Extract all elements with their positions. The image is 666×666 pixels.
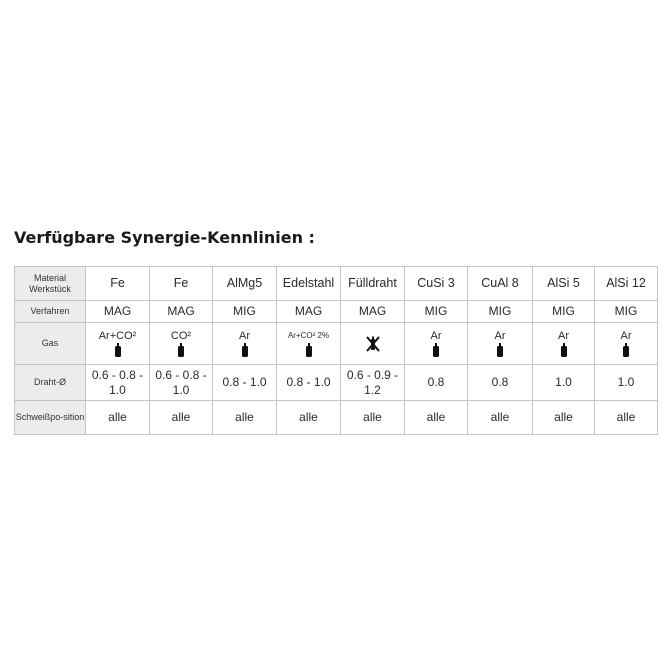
row-header-draht: Draht-Ø (15, 365, 86, 401)
row-header-gas: Gas (15, 323, 86, 365)
gas-label: Ar+CO² 2% (287, 331, 330, 340)
draht-cell: 0.8 (468, 365, 533, 401)
material-header: AlSi 12 (595, 267, 658, 301)
position-cell: alle (341, 401, 405, 435)
gas-cell (405, 323, 468, 365)
page-title: Verfügbare Synergie-Kennlinien : (14, 228, 315, 247)
verfahren-cell: MAG (277, 301, 341, 323)
gas-cell (533, 323, 595, 365)
gas-bottle-icon (433, 343, 439, 357)
row-header-position: Schweißpo-sition (15, 401, 86, 435)
gas-label: Ar (239, 330, 250, 342)
draht-cell: 0.8 - 1.0 (213, 365, 277, 401)
position-cell: alle (405, 401, 468, 435)
gas-cell (468, 323, 533, 365)
gas-label: Ar+CO² (98, 330, 137, 342)
material-header: AlSi 5 (533, 267, 595, 301)
gas-cell (150, 323, 213, 365)
gas-cell (277, 323, 341, 365)
verfahren-cell: MAG (341, 301, 405, 323)
gas-bottle-icon (623, 343, 629, 357)
gas-label: Ar (620, 330, 632, 342)
material-header: Fülldraht (341, 267, 405, 301)
no-gas-icon (365, 335, 381, 353)
gas-cell (595, 323, 658, 365)
draht-cell: 1.0 (595, 365, 658, 401)
gas-cell (341, 323, 405, 365)
draht-cell: 0.8 - 1.0 (277, 365, 341, 401)
material-header: AlMg5 (213, 267, 277, 301)
draht-cell: 0.8 (405, 365, 468, 401)
gas-bottle-icon (497, 343, 503, 357)
verfahren-cell: MIG (213, 301, 277, 323)
position-cell: alle (533, 401, 595, 435)
verfahren-cell: MIG (533, 301, 595, 323)
material-header: Fe (150, 267, 213, 301)
verfahren-cell: MIG (595, 301, 658, 323)
gas-bottle-icon (561, 343, 567, 357)
gas-bottle-icon (178, 343, 184, 357)
gas-cell (213, 323, 277, 365)
gas-label: Ar (430, 330, 442, 342)
position-cell: alle (86, 401, 150, 435)
gas-label: Ar (494, 330, 506, 342)
draht-cell: 0.6 - 0.9 - 1.2 (341, 365, 405, 401)
row-header-material: Material Werkstück (15, 267, 86, 301)
material-header: Edelstahl (277, 267, 341, 301)
draht-cell: 1.0 (533, 365, 595, 401)
material-header: Fe (86, 267, 150, 301)
verfahren-cell: MIG (468, 301, 533, 323)
gas-bottle-icon (115, 343, 121, 357)
position-cell: alle (213, 401, 277, 435)
verfahren-cell: MIG (405, 301, 468, 323)
gas-bottle-icon (306, 343, 312, 357)
gas-bottle-icon (242, 343, 248, 357)
position-cell: alle (595, 401, 658, 435)
gas-label: Ar (558, 330, 569, 342)
verfahren-cell: MAG (86, 301, 150, 323)
draht-cell: 0.6 - 0.8 - 1.0 (86, 365, 150, 401)
gas-cell (86, 323, 150, 365)
material-header: CuSi 3 (405, 267, 468, 301)
verfahren-cell: MAG (150, 301, 213, 323)
position-cell: alle (277, 401, 341, 435)
synergy-table (14, 266, 658, 435)
draht-cell: 0.6 - 0.8 - 1.0 (150, 365, 213, 401)
position-cell: alle (150, 401, 213, 435)
material-header: CuAl 8 (468, 267, 533, 301)
position-cell: alle (468, 401, 533, 435)
gas-label: CO² (170, 330, 192, 342)
row-header-verfahren: Verfahren (15, 301, 86, 323)
